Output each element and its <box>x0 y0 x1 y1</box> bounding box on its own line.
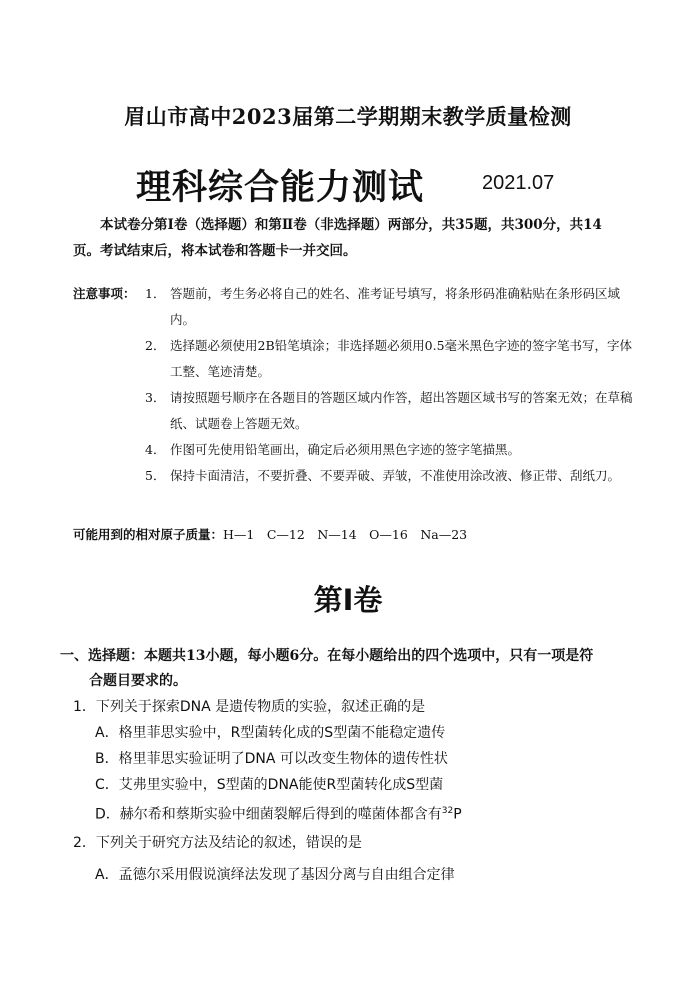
exam-title: 眉山市高中2023届第二学期期末教学质量检测 <box>124 104 572 129</box>
note-text: 保持卡面清洁，不要折叠、不要弄破、弄皱，不准使用涂改液、修正带、刮纸刀。 <box>170 468 621 483</box>
section-heading-line2: 合题目要求的。 <box>89 673 187 689</box>
question-option: A．格里菲思实验中，R型菌转化成的S型菌不能稳定遗传 <box>95 725 446 741</box>
section-heading-line1: 一、选择题：本题共13小题，每小题6分。在每小题给出的四个选项中，只有一项是符 <box>60 648 594 664</box>
note-item-3 <box>73 385 633 437</box>
question-stem: 1．下列关于探索DNA 是遗传物质的实验，叙述正确的是 <box>73 699 426 715</box>
note-text: 作图可先使用铅笔画出，确定后必须用黑色字迹的签字笔描黑。 <box>170 442 521 457</box>
intro-paragraph: 本试卷分第Ⅰ卷（选择题）和第Ⅱ卷（非选择题）两部分，共35题，共300分，共14页。考试结束后，将本试卷和答题卡一并交回。 <box>73 217 602 259</box>
exam-subtitle: 理科综合能力测试 <box>136 168 425 208</box>
questions-list <box>73 694 633 888</box>
note-number: 3． <box>145 390 166 405</box>
note-text: 答题前，考生务必将自己的姓名、准考证号填写，将条形码准确粘贴在条形码区域内。 <box>170 286 621 327</box>
question-option <box>73 798 633 828</box>
notes-block <box>73 281 633 489</box>
question-option: A．孟德尔采用假说演绎法发现了基因分离与自由组合定律 <box>95 866 455 883</box>
note-item-5 <box>73 463 633 489</box>
note-text: 选择题必须使用2B铅笔填涂；非选择题必须用0.5毫米黑色字迹的签字笔书写，字体工整、笔迹清楚。 <box>170 338 633 379</box>
note-item-1 <box>73 281 633 333</box>
option-d-superscript: 32 <box>441 806 454 816</box>
option-d-text: D．赫尔希和蔡斯实验中细菌裂解后得到的噬菌体都含有 <box>95 806 442 823</box>
atomic-masses-label: 可能用到的相对原子质量： <box>73 527 224 542</box>
atomic-masses-values: H—1 C—12 N—14 O—16 Na—23 <box>223 527 468 542</box>
question-option: B．格里菲思实验证明了DNA 可以改变生物体的遗传性状 <box>95 751 448 767</box>
notes-heading: 注意事项： <box>73 286 136 301</box>
note-number: 1． <box>145 286 166 301</box>
note-number: 5． <box>145 468 166 483</box>
volume-heading: 第Ⅰ卷 <box>313 583 383 617</box>
note-text: 请按照题号顺序在各题目的答题区域内作答，超出答题区域书写的答案无效；在草稿纸、试题卷上答题无效。 <box>170 390 633 431</box>
exam-date: 2021.07 <box>482 172 555 194</box>
note-item-2 <box>73 333 633 385</box>
note-number: 2． <box>145 338 166 353</box>
question-stem: 2．下列关于研究方法及结论的叙述，错误的是 <box>73 834 362 851</box>
atomic-masses <box>73 524 467 546</box>
option-d-tail: P <box>453 806 462 823</box>
note-number: 4． <box>145 442 166 457</box>
section-heading <box>60 644 630 694</box>
question-option: C．艾弗里实验中，S型菌的DNA能使R型菌转化成S型菌 <box>95 777 444 793</box>
subtitle-row <box>0 160 696 208</box>
note-item-4 <box>73 437 633 463</box>
